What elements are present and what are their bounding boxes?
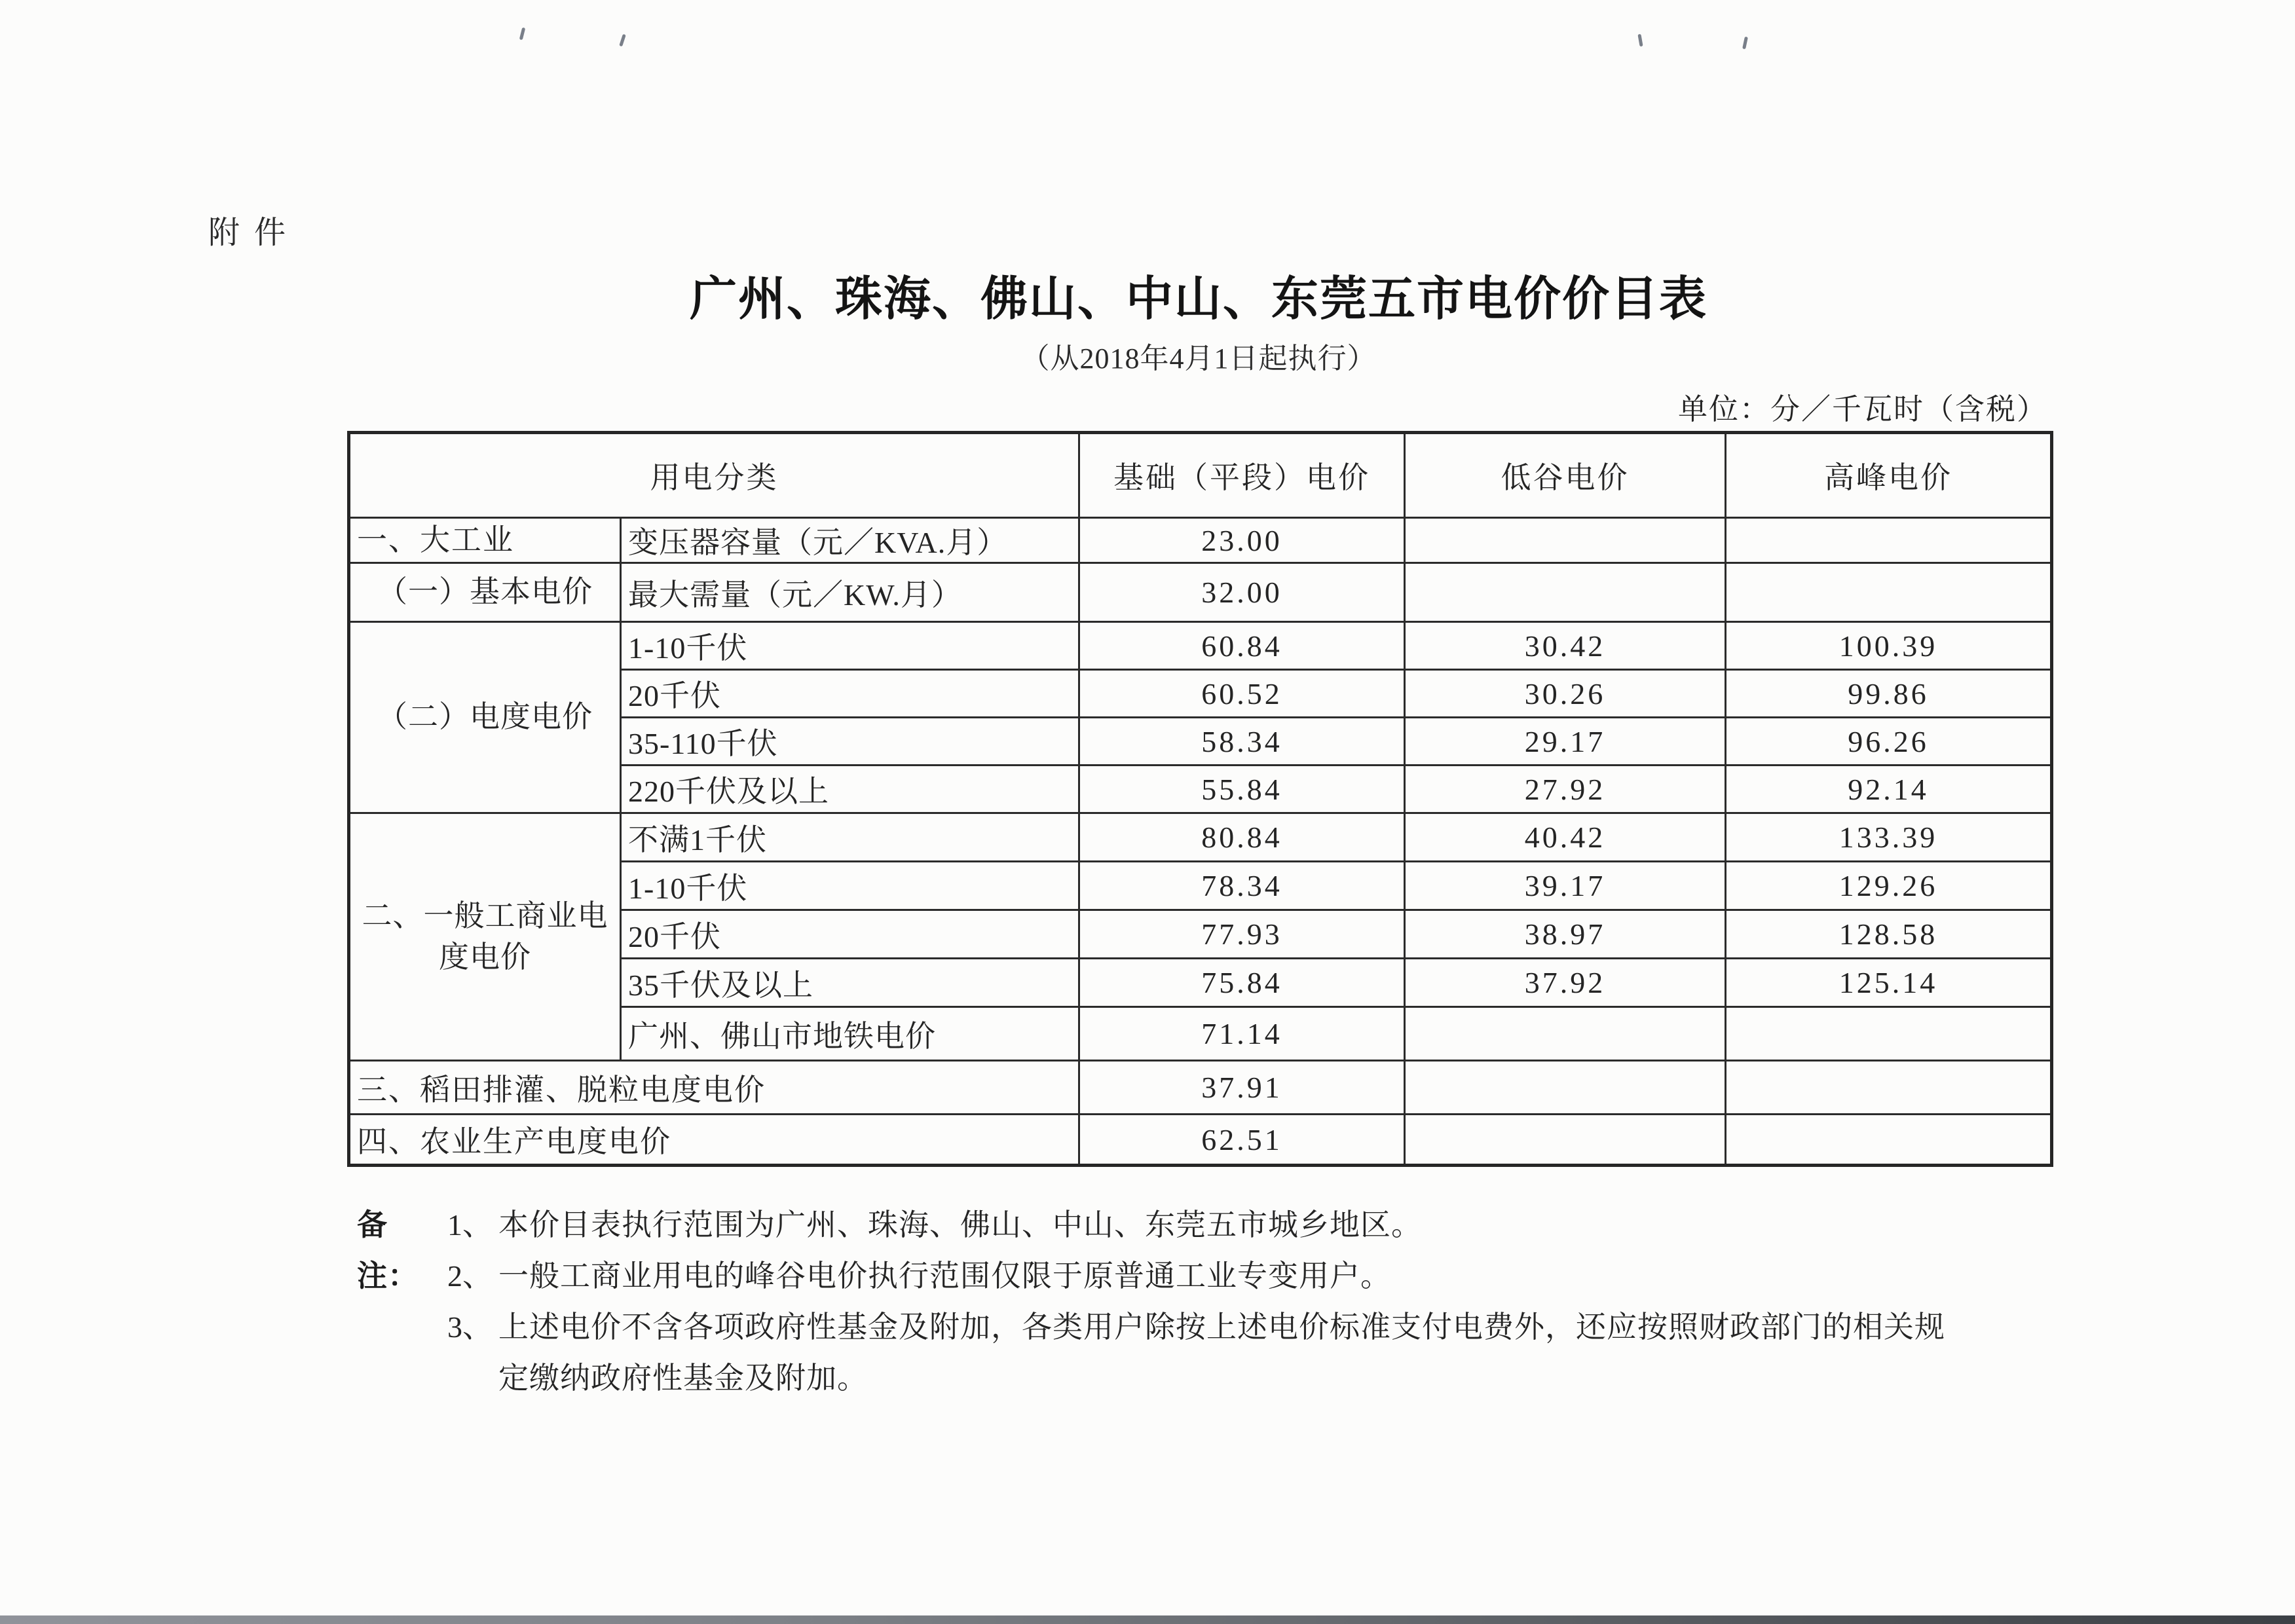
scan-speck (1742, 37, 1748, 50)
peak-price-cell: 100.39 (1726, 622, 2052, 670)
notes-label: 备注： (357, 1208, 419, 1293)
table-row (349, 563, 2052, 622)
subcategory-cell: 20千伏 (621, 670, 1079, 718)
peak-price-cell (1726, 563, 2052, 622)
base-price-cell: 32.00 (1079, 563, 1405, 622)
table-row (349, 1061, 2052, 1115)
note-text: 上述电价不含各项政府性基金及附加，各类用户除按上述电价标准支付电费外，还应按照财政部门的相关规定缴纳政府性基金及附加。 (498, 1310, 1945, 1395)
header-valley-price: 低谷电价 (1405, 433, 1726, 518)
note-number: 1、 (447, 1208, 493, 1242)
table-header-row (349, 433, 2052, 518)
scan-speck (1637, 34, 1643, 47)
header-peak-price: 高峰电价 (1726, 433, 2052, 518)
subcategory-cell: 变压器容量（元／KVA.月） (621, 518, 1079, 563)
peak-price-cell: 92.14 (1726, 766, 2052, 813)
note-item (447, 1200, 2066, 1251)
base-price-cell: 37.91 (1079, 1061, 1405, 1115)
valley-price-cell (1405, 563, 1726, 622)
note-number: 3、 (447, 1310, 493, 1344)
peak-price-cell: 128.58 (1726, 910, 2052, 959)
attachment-label: 附件 (208, 215, 301, 250)
valley-price-cell (1405, 1115, 1726, 1166)
page-title: 广州、珠海、佛山、中山、东莞五市电价价目表 (689, 273, 1707, 325)
valley-price-cell: 30.42 (1405, 622, 1726, 670)
valley-price-cell: 27.92 (1405, 766, 1726, 813)
table-row (349, 622, 2052, 670)
base-price-cell: 77.93 (1079, 910, 1405, 959)
peak-price-cell (1726, 518, 2052, 563)
base-price-cell: 80.84 (1079, 813, 1405, 862)
valley-price-cell (1405, 1061, 1726, 1115)
valley-price-cell (1405, 1007, 1726, 1061)
title-block (347, 274, 2050, 377)
note-item (447, 1251, 2066, 1302)
category-cell: 三、稻田排灌、脱粒电度电价 (349, 1061, 1079, 1115)
unit-note: 单位：分／千瓦时（含税） (1677, 393, 2047, 426)
subcategory-cell: 35-110千伏 (621, 718, 1079, 766)
subcategory-cell: 1-10千伏 (621, 622, 1079, 670)
valley-price-cell: 30.26 (1405, 670, 1726, 718)
valley-price-cell: 40.42 (1405, 813, 1726, 862)
table-row (349, 813, 2052, 862)
note-number: 2、 (447, 1259, 493, 1293)
header-classification: 用电分类 (349, 433, 1079, 518)
peak-price-cell: 125.14 (1726, 959, 2052, 1007)
subcategory-cell: 1-10千伏 (621, 862, 1079, 910)
note-text: 一般工商业用电的峰谷电价执行范围仅限于原普通工业专变用户。 (498, 1259, 1391, 1293)
base-price-cell: 60.84 (1079, 622, 1405, 670)
base-price-cell: 78.34 (1079, 862, 1405, 910)
base-price-cell: 58.34 (1079, 718, 1405, 766)
peak-price-cell (1726, 1061, 2052, 1115)
base-price-cell: 55.84 (1079, 766, 1405, 813)
notes-block (357, 1200, 2066, 1404)
category-cell: 四、农业生产电度电价 (349, 1115, 1079, 1166)
base-price-cell: 60.52 (1079, 670, 1405, 718)
subcategory-cell: 35千伏及以上 (621, 959, 1079, 1007)
valley-price-cell (1405, 518, 1726, 563)
table-row (349, 518, 2052, 563)
peak-price-cell (1726, 1007, 2052, 1061)
category-cell: （一）基本电价 (349, 563, 621, 622)
scan-speck (519, 28, 525, 41)
notes-list (447, 1200, 2066, 1404)
valley-price-cell: 38.97 (1405, 910, 1726, 959)
category-cell: 一、大工业 (349, 518, 621, 563)
subcategory-cell: 广州、佛山市地铁电价 (621, 1007, 1079, 1061)
peak-price-cell (1726, 1115, 2052, 1166)
scan-edge-bar (0, 1615, 2295, 1624)
page-subtitle: （从2018年4月1日起执行） (1020, 342, 1377, 375)
note-item (447, 1302, 2066, 1404)
category-cell: （二）电度电价 (349, 622, 621, 813)
peak-price-cell: 96.26 (1726, 718, 2052, 766)
scan-speck (619, 34, 626, 47)
base-price-cell: 75.84 (1079, 959, 1405, 1007)
peak-price-cell: 133.39 (1726, 813, 2052, 862)
peak-price-cell: 99.86 (1726, 670, 2052, 718)
valley-price-cell: 39.17 (1405, 862, 1726, 910)
subcategory-cell: 20千伏 (621, 910, 1079, 959)
base-price-cell: 71.14 (1079, 1007, 1405, 1061)
price-table (347, 431, 2053, 1167)
subcategory-cell: 不满1千伏 (621, 813, 1079, 862)
category-cell: 二、一般工商业电度电价 (349, 813, 621, 1061)
table-row (349, 1115, 2052, 1166)
base-price-cell: 62.51 (1079, 1115, 1405, 1166)
note-text: 本价目表执行范围为广州、珠海、佛山、中山、东莞五市城乡地区。 (498, 1208, 1422, 1242)
subcategory-cell: 220千伏及以上 (621, 766, 1079, 813)
valley-price-cell: 37.92 (1405, 959, 1726, 1007)
subcategory-cell: 最大需量（元／KW.月） (621, 563, 1079, 622)
base-price-cell: 23.00 (1079, 518, 1405, 563)
peak-price-cell: 129.26 (1726, 862, 2052, 910)
header-base-price: 基础（平段）电价 (1079, 433, 1405, 518)
valley-price-cell: 29.17 (1405, 718, 1726, 766)
